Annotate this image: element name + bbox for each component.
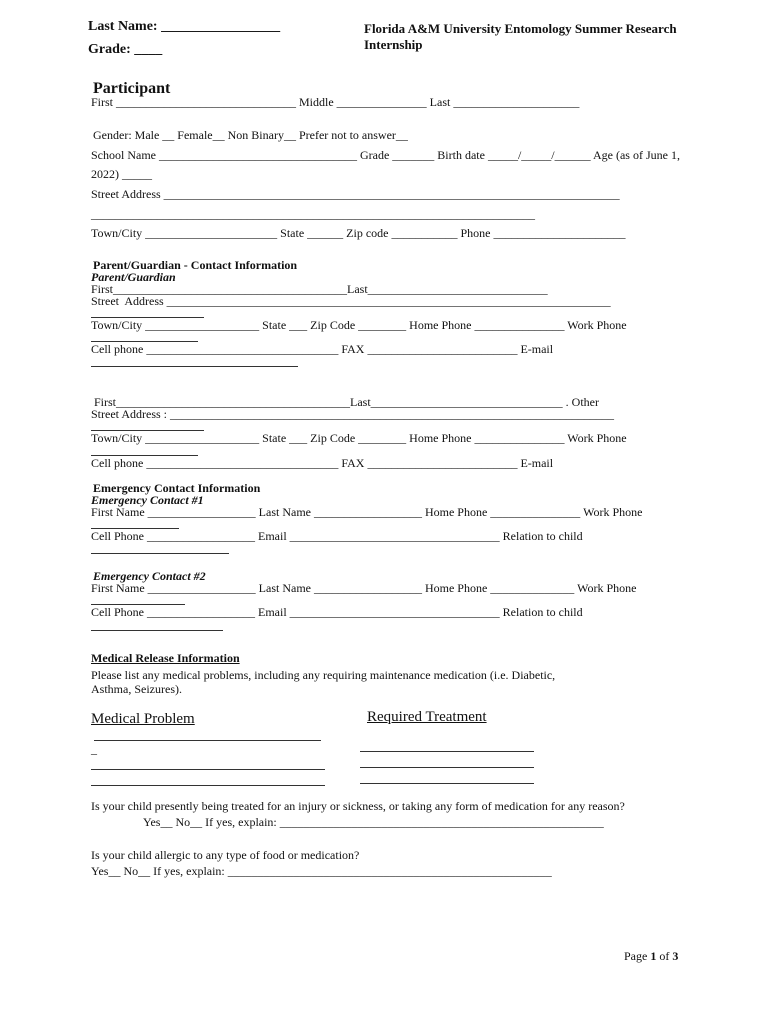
guardian2-town-line[interactable]: Town/City ___________________ State ___ Zip Code ________ Home Phone _______________ Work Phone [91, 431, 627, 445]
town-line[interactable]: Town/City ______________________ State ______ Zip code ___________ Phone ______________________ [91, 226, 626, 240]
guardian2-cell-line[interactable]: Cell phone ________________________________ FAX _________________________ E-mail [91, 456, 554, 470]
page-number [624, 949, 678, 963]
allergy-question: Is your child allergic to any type of food or medication? [91, 848, 360, 862]
emergency-contact1-relation-continuation[interactable] [91, 553, 229, 554]
school-line[interactable]: School Name _________________________________ Grade _______ Birth date _____/_____/______ Age (as of June 1, [91, 148, 680, 162]
medical-instructions: Please list any medical problems, including any requiring maintenance medication (i.e. Diabetic, [91, 668, 556, 682]
guardian2-street-line[interactable]: Street Address : __________________________________________________________________________ [91, 407, 614, 421]
emergency-heading: Emergency Contact Information [93, 481, 261, 495]
treatment-question-answer[interactable]: Yes__ No__ If yes, explain: ______________________________________________________ [143, 815, 604, 829]
parent-subheading: Parent/Guardian [91, 270, 176, 284]
street-address-line-2[interactable]: __________________________________________________________________________ [91, 207, 535, 221]
school-line-continued[interactable]: 2022) _____ [91, 167, 152, 181]
emergency-contact1-label: Emergency Contact #1 [91, 493, 204, 507]
medical-problem-line-1[interactable] [94, 740, 321, 741]
gender-line[interactable]: Gender: Male __ Female__ Non Binary__ Prefer not to answer__ [93, 128, 408, 142]
page-prefix: Page [624, 949, 651, 963]
participant-name-line[interactable]: First ______________________________ Middle _______________ Last _____________________ [91, 95, 580, 109]
treatment-line-1[interactable] [360, 751, 534, 752]
medical-problem-line-3[interactable] [91, 785, 325, 786]
page-of: of [656, 949, 673, 963]
emergency-contact2-label: Emergency Contact #2 [93, 569, 206, 583]
emergency-contact2-row1[interactable]: First Name __________________ Last Name __________________ Home Phone ______________ Work Phone [91, 581, 637, 595]
emergency-contact2-relation-continuation[interactable] [91, 630, 223, 631]
street-address-line[interactable]: Street Address ____________________________________________________________________________ [91, 187, 620, 201]
medical-problem-column-header: Medical Problem [91, 711, 195, 727]
treatment-line-3[interactable] [360, 783, 534, 784]
required-treatment-column-header: Required Treatment [367, 709, 487, 725]
emergency-contact1-row1[interactable]: First Name __________________ Last Name __________________ Home Phone _______________ Work Phone [91, 505, 643, 519]
page-current: 1 [650, 949, 657, 963]
grade-field[interactable]: Grade: ____ [88, 42, 163, 57]
allergy-question-answer[interactable]: Yes__ No__ If yes, explain: ______________________________________________________ [91, 864, 552, 878]
treatment-question: Is your child presently being treated for an injury or sickness, or taking any form of medication for any reason? [91, 799, 625, 813]
medical-instructions-continued: Asthma, Seizures). [91, 682, 182, 696]
guardian1-name-line[interactable]: First_______________________________________Last______________________________ [91, 282, 548, 296]
guardian2-name-line[interactable]: First_______________________________________Last________________________________ . Other [91, 395, 599, 409]
treatment-line-2[interactable] [360, 767, 534, 768]
page-total: 3 [672, 949, 679, 963]
guardian1-town-line[interactable]: Town/City ___________________ State ___ Zip Code ________ Home Phone _______________ Work Phone [91, 318, 627, 332]
last-name-field[interactable]: Last Name: _________________ [88, 19, 281, 34]
participant-heading: Participant [93, 80, 171, 97]
emergency-contact2-row2[interactable]: Cell Phone __________________ Email ___________________________________ Relation to child [91, 605, 583, 619]
medical-problem-stray-dash: _ [91, 742, 97, 756]
guardian1-cell-line[interactable]: Cell phone ________________________________ FAX _________________________ E-mail [91, 342, 554, 356]
medical-problem-line-2[interactable] [91, 769, 325, 770]
emergency-contact1-row2[interactable]: Cell Phone __________________ Email ___________________________________ Relation to child [91, 529, 583, 543]
guardian1-email-continuation[interactable] [91, 366, 298, 367]
guardian1-street-line[interactable]: Street Address __________________________________________________________________________ [91, 294, 611, 308]
medical-heading: Medical Release Information [91, 651, 240, 665]
parent-heading: Parent/Guardian - Contact Information [93, 258, 298, 272]
document-title: Florida A&M University Entomology Summer Research Internship [364, 21, 677, 52]
